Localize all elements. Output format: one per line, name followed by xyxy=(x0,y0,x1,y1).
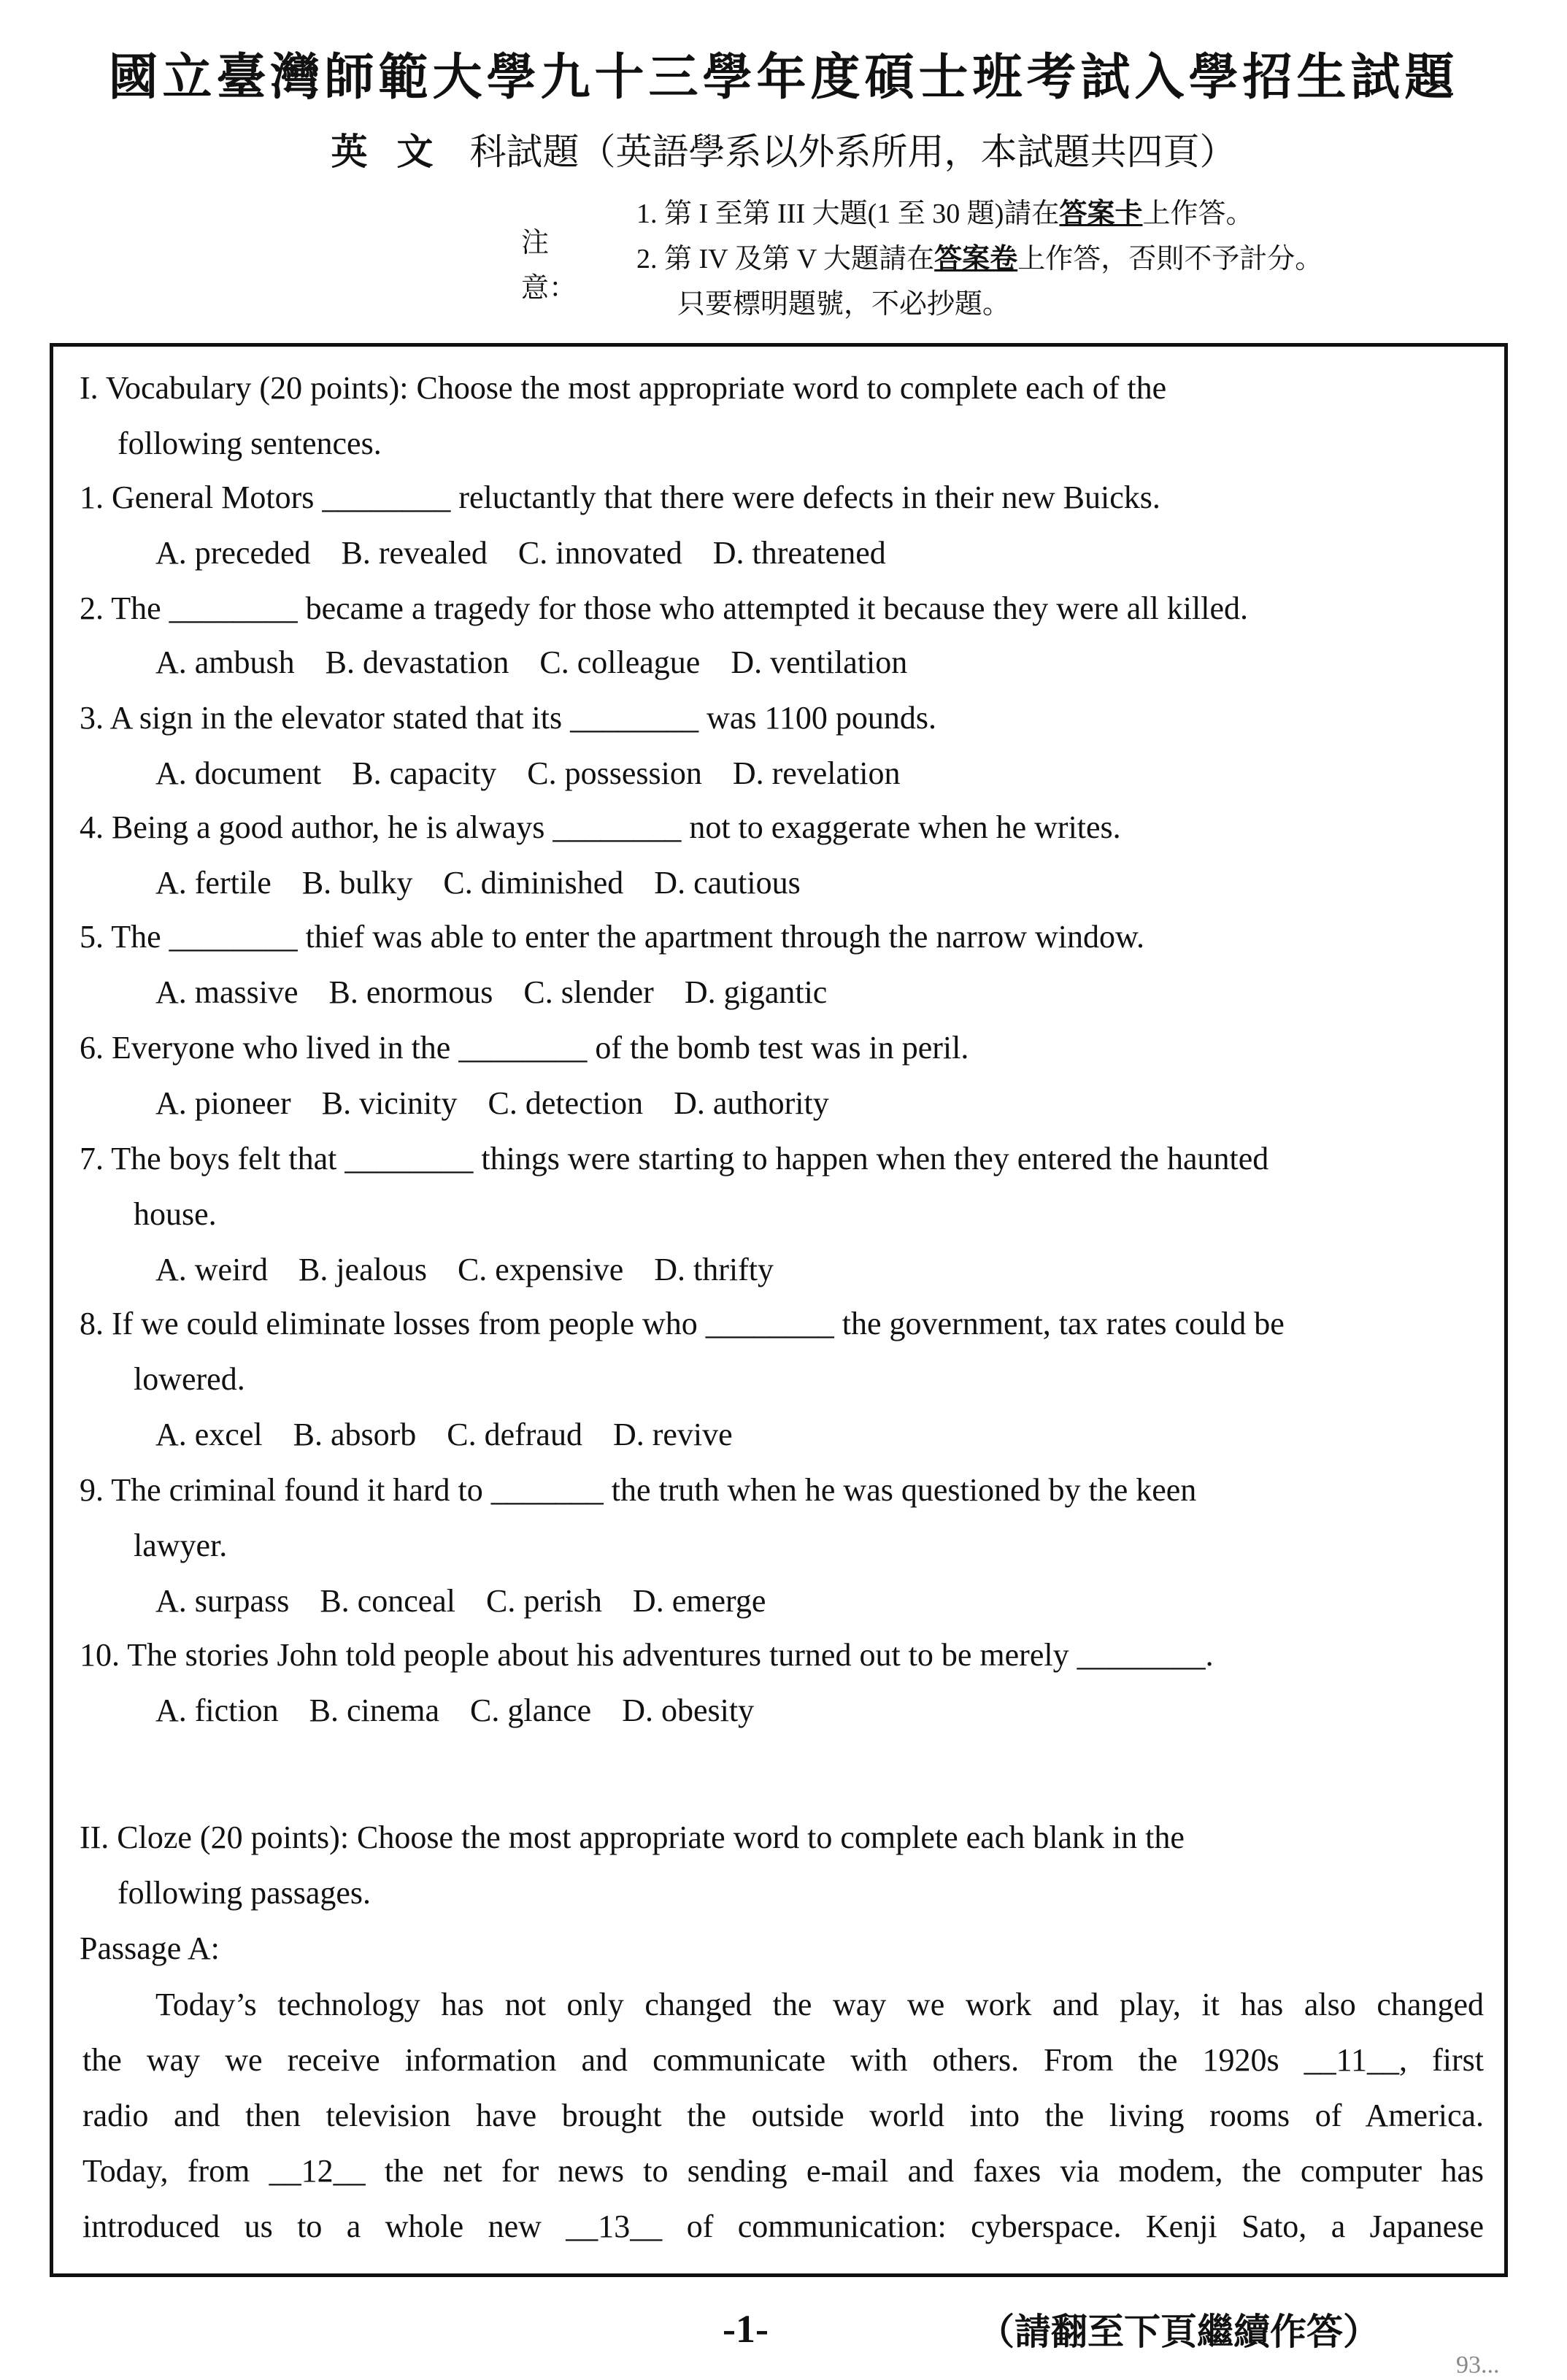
question-4-options: A. fertile B. bulky C. diminished D. cautious xyxy=(155,865,801,901)
note-line-2: 2. 第 IV 及第 V 大題請在答案卷上作答，否則不予計分。 xyxy=(636,244,1323,274)
question-1: 1. General Motors ________ reluctantly that there were defects in their new Buicks. xyxy=(80,480,1160,515)
question-3: 3. A sign in the elevator stated that its ________ was 1100 pounds. xyxy=(80,700,937,736)
notes-label: 注意： xyxy=(521,228,577,304)
section1-heading: I. Vocabulary (20 points): Choose the most appropriate word to complete each of the xyxy=(80,370,1167,406)
passage-a-label: Passage A: xyxy=(80,1930,220,1966)
note-line-3: 只要標明題號，不必抄題。 xyxy=(677,289,1011,320)
question-7-cont: house. xyxy=(134,1196,217,1232)
section1-heading-cont: following sentences. xyxy=(118,425,382,461)
question-4: 4. Being a good author, he is always ________ not to exaggerate when he writes. xyxy=(80,809,1121,845)
question-5-options: A. massive B. enormous C. slender D. gigantic xyxy=(155,974,828,1010)
question-2-options: A. ambush B. devastation C. colleague D. ventilation xyxy=(155,644,908,680)
passage-line: the way we receive information and communicate with others. From the 1920s __11__, first xyxy=(82,2042,1484,2078)
passage-line: radio and then television have brought the outside world into the living rooms of America. xyxy=(82,2098,1484,2133)
question-7: 7. The boys felt that ________ things were starting to happen when they entered the haunted xyxy=(80,1141,1269,1176)
note-line-1: 1. 第 I 至第 III 大題(1 至 30 題)請在答案卡上作答。 xyxy=(636,199,1254,229)
answer-card-term: 答案卡 xyxy=(1059,199,1143,229)
passage-line: introduced us to a whole new __13__ of communication: cyberspace. Kenji Sato, a Japanese xyxy=(82,2208,1484,2244)
answer-sheet-term: 答案卷 xyxy=(934,244,1018,274)
question-8: 8. If we could eliminate losses from people who ________ the government, tax rates could be xyxy=(80,1306,1285,1341)
question-1-options: A. preceded B. revealed C. innovated D. threatened xyxy=(155,535,886,571)
question-6: 6. Everyone who lived in the ________ of the bomb test was in peril. xyxy=(80,1030,969,1066)
question-9: 9. The criminal found it hard to _______ the truth when he was questioned by the keen xyxy=(80,1472,1197,1508)
question-3-options: A. document B. capacity C. possession D. revelation xyxy=(155,755,901,791)
question-10-options: A. fiction B. cinema C. glance D. obesity xyxy=(155,1692,755,1728)
exam-title: 國立臺灣師範大學九十三學年度碩士班考試入學招生試題 xyxy=(108,50,1459,105)
question-10: 10. The stories John told people about his adventures turned out to be merely ________. xyxy=(80,1637,1214,1673)
exam-subtitle xyxy=(0,123,1567,175)
question-8-options: A. excel B. absorb C. defraud D. revive xyxy=(155,1417,733,1452)
question-9-options: A. surpass B. conceal C. perish D. emerge xyxy=(155,1583,766,1619)
section2-heading-cont: following passages. xyxy=(118,1875,371,1911)
question-8-cont: lowered. xyxy=(134,1361,245,1397)
question-5: 5. The ________ thief was able to enter the apartment through the narrow window. xyxy=(80,919,1144,955)
question-2: 2. The ________ became a tragedy for those who attempted it because they were all killed. xyxy=(80,590,1248,626)
question-9-cont: lawyer. xyxy=(134,1528,228,1563)
corner-mark: 93... xyxy=(1456,2352,1500,2379)
continue-note: （請翻至下頁繼續作答） xyxy=(978,2311,1379,2352)
section2-heading: II. Cloze (20 points): Choose the most appropriate word to complete each blank in the xyxy=(80,1819,1185,1855)
page-number: -1- xyxy=(723,2307,769,2351)
passage-line: Today, from __12__ the net for news to sending e-mail and faxes via modem, the computer has xyxy=(82,2153,1484,2189)
passage-line: Today’s technology has not only changed the way we work and play, it has also changed xyxy=(155,1987,1484,2022)
subject-name: 英文 xyxy=(331,131,463,172)
subtitle-text: 科試題（英語學系以外系所用，本試題共四頁） xyxy=(469,131,1236,172)
exam-question-box xyxy=(50,343,1508,2277)
question-7-options: A. weird B. jealous C. expensive D. thrifty xyxy=(155,1252,774,1287)
question-6-options: A. pioneer B. vicinity C. detection D. authority xyxy=(155,1085,829,1121)
